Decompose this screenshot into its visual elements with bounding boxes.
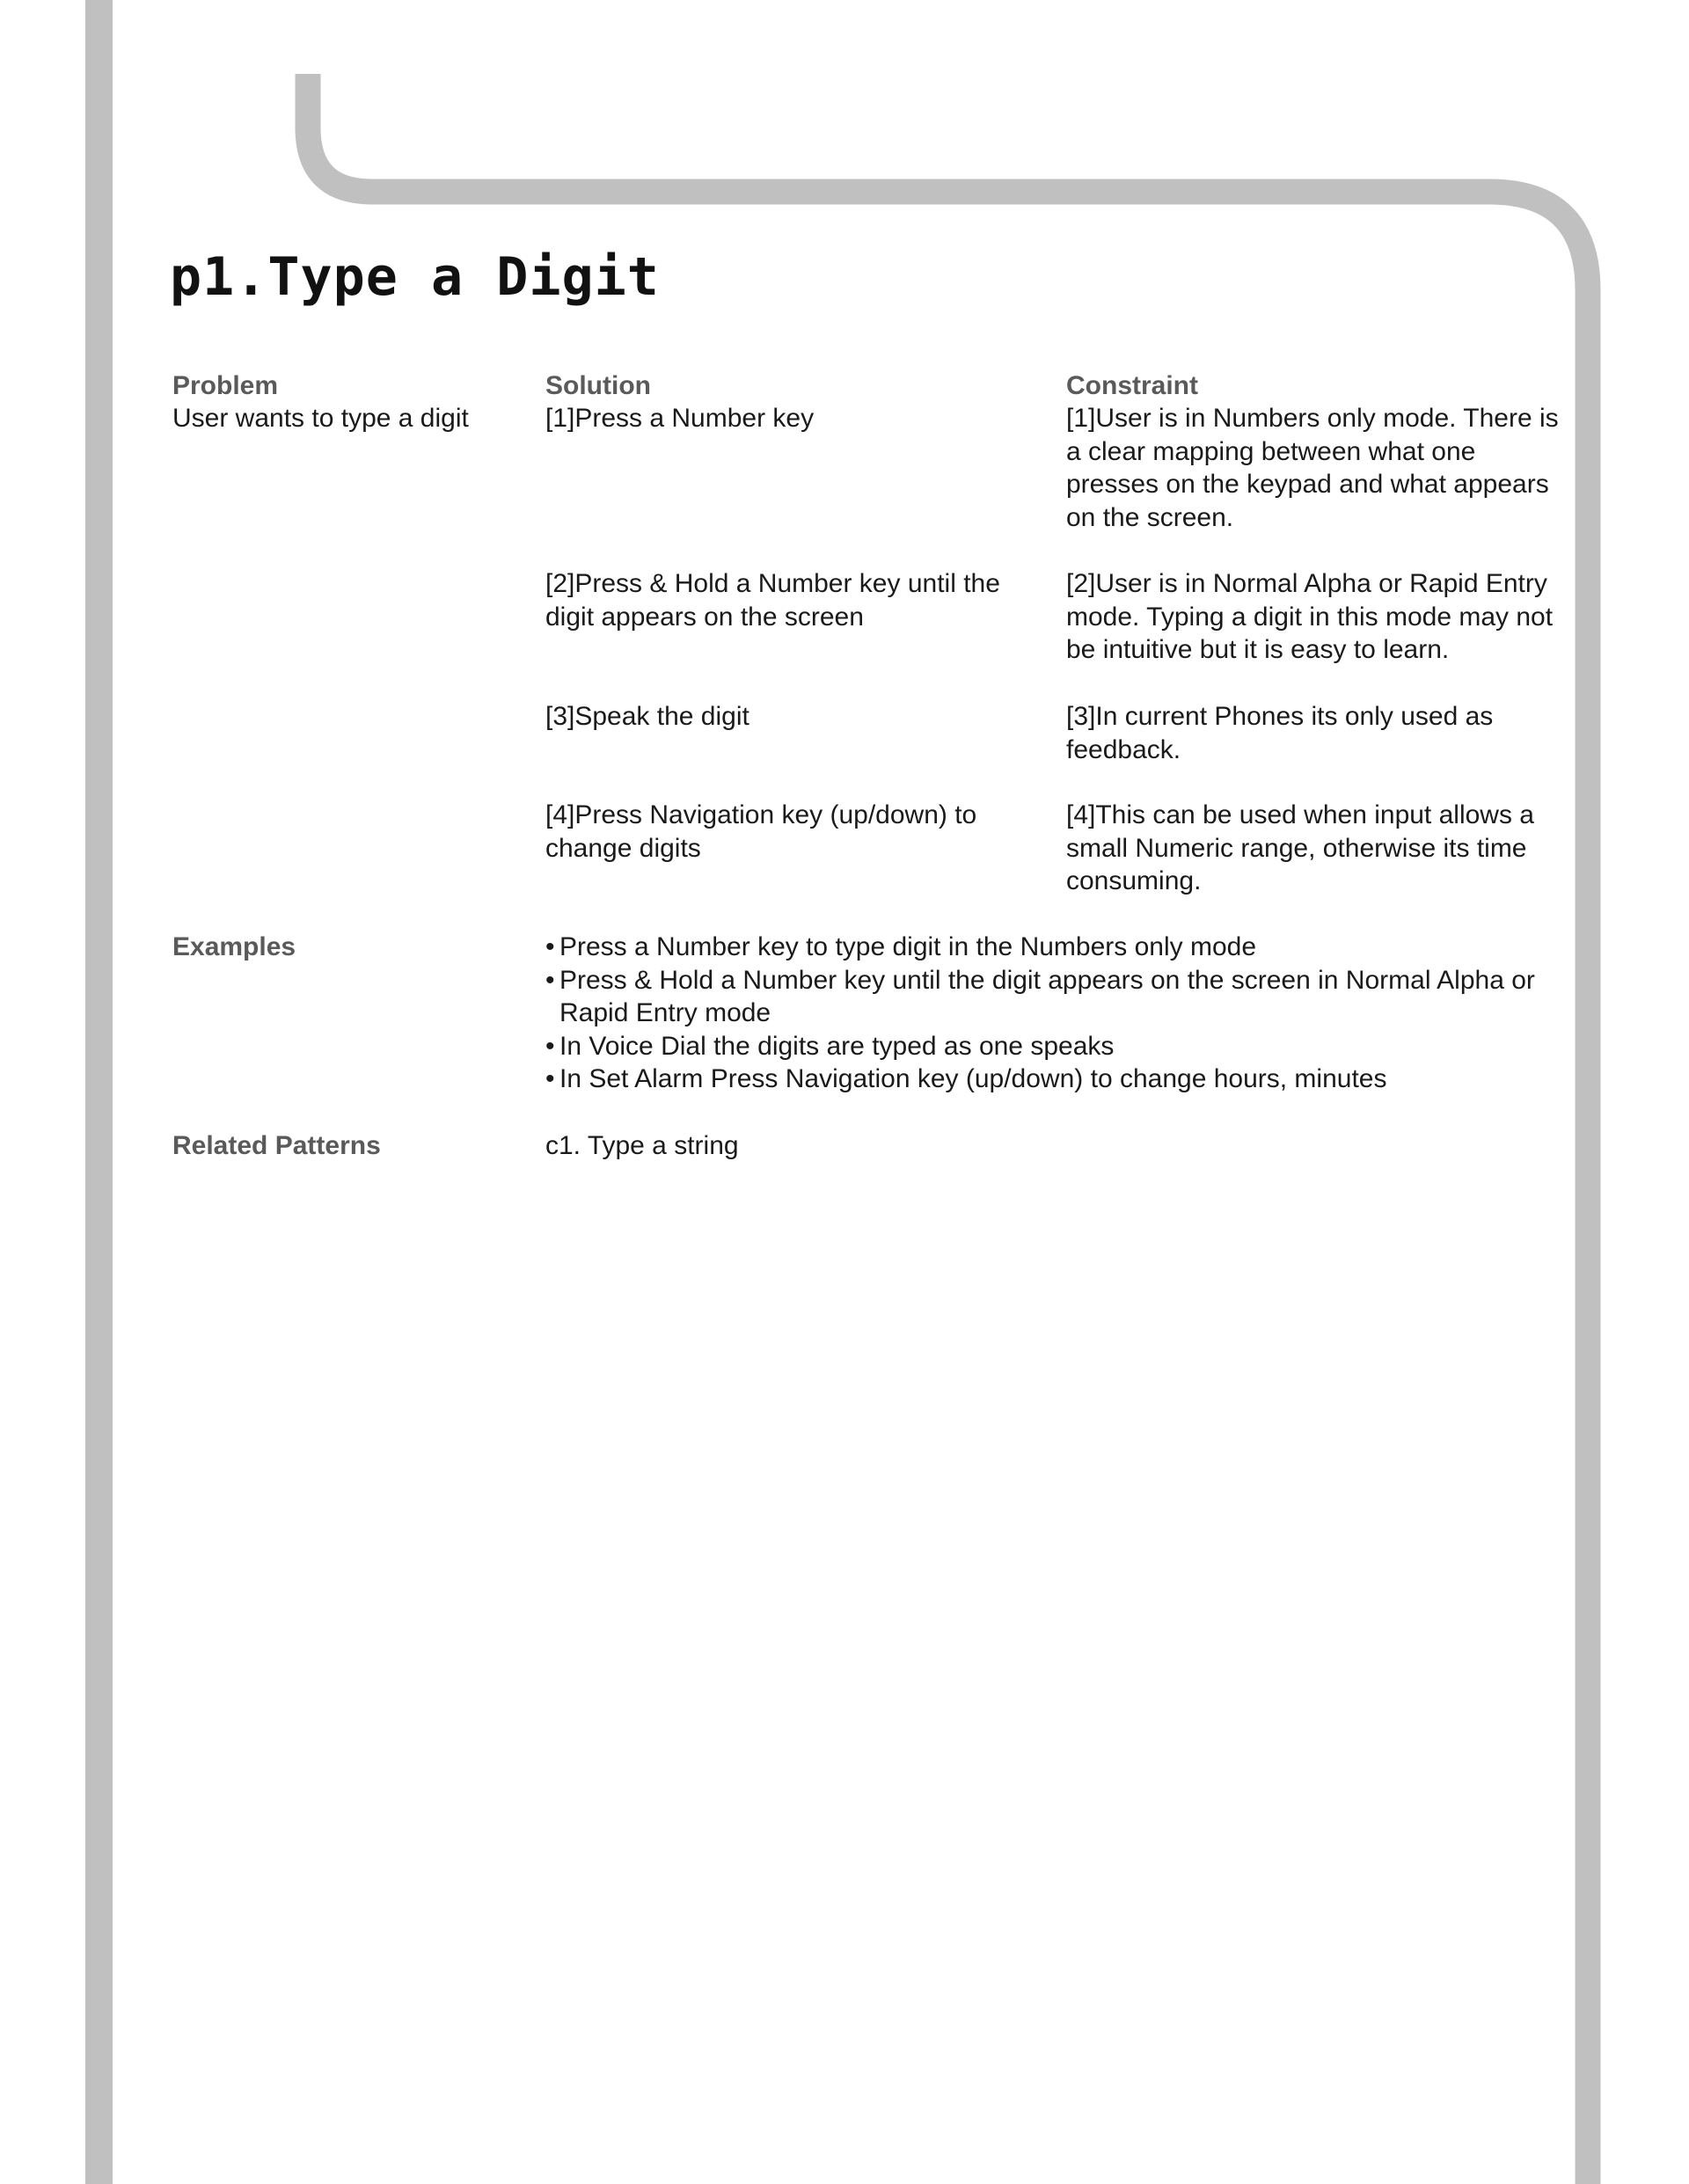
constraint-2: [2]User is in Normal Alpha or Rapid Entry mode. Typing a digit in this mode may not be intuitive but it is easy to learn. bbox=[1066, 569, 1554, 664]
example-text: In Voice Dial the digits are typed as one speaks bbox=[559, 1031, 1115, 1061]
examples-label: Examples bbox=[172, 932, 296, 961]
bullet: • bbox=[545, 965, 555, 995]
example-item bbox=[545, 1063, 1548, 1096]
example-item bbox=[545, 964, 1548, 1030]
constraint-3: [3]In current Phones its only used as feedback. bbox=[1066, 702, 1494, 764]
example-text: In Set Alarm Press Navigation key (up/down) to change hours, minutes bbox=[559, 1064, 1387, 1093]
solution-2: [2]Press & Hold a Number key until the digit appears on the screen bbox=[545, 569, 1000, 632]
solution-1: [1]Press a Number key bbox=[545, 404, 815, 433]
bullet: • bbox=[545, 1064, 555, 1093]
example-item bbox=[545, 1030, 1548, 1063]
bullet: • bbox=[545, 932, 555, 961]
solution-3: [3]Speak the digit bbox=[545, 702, 749, 731]
examples-list bbox=[545, 931, 1548, 1096]
page-title: p1.Type a Digit bbox=[170, 246, 660, 308]
solution-header: Solution bbox=[545, 371, 651, 400]
problem-header: Problem bbox=[172, 371, 279, 400]
problem-text: User wants to type a digit bbox=[172, 404, 469, 433]
constraint-header: Constraint bbox=[1066, 371, 1198, 400]
example-text: Press a Number key to type digit in the Numbers only mode bbox=[559, 932, 1257, 961]
constraint-1: [1]User is in Numbers only mode. There is a clear mapping between what one presses on the keypad and what appears on the screen. bbox=[1066, 404, 1559, 532]
left-frame-bar bbox=[85, 0, 113, 2184]
solution-4: [4]Press Navigation key (up/down) to change digits bbox=[545, 800, 977, 863]
related-patterns-label: Related Patterns bbox=[172, 1131, 381, 1160]
constraint-4: [4]This can be used when input allows a small Numeric range, otherwise its time consuming. bbox=[1066, 800, 1534, 895]
bullet: • bbox=[545, 1031, 555, 1061]
related-pattern-link: c1. Type a string bbox=[545, 1131, 739, 1160]
example-text: Press & Hold a Number key until the digit appears on the screen in Normal Alpha or Rapid Entry mode bbox=[559, 965, 1535, 1027]
example-item bbox=[545, 931, 1548, 964]
